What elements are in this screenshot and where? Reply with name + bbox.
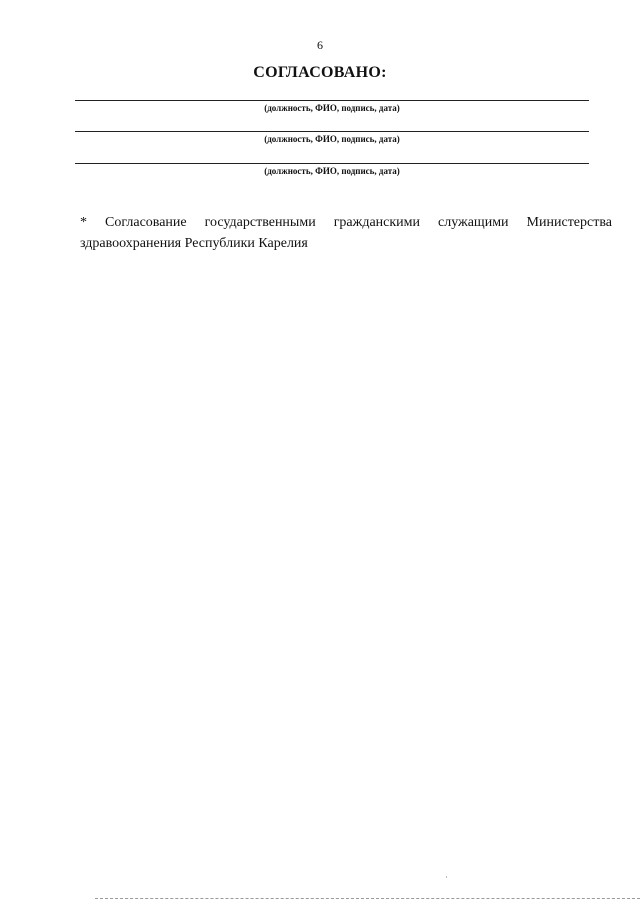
document-title: СОГЛАСОВАНО: xyxy=(253,64,387,81)
scan-speck xyxy=(446,876,447,878)
bottom-scan-line xyxy=(95,898,640,899)
footnote: * Согласование государственными гражданскими служащими Министерства здравоохранения Республики Карелия xyxy=(80,215,612,251)
signature-line-1 xyxy=(75,100,589,101)
signature-line-2 xyxy=(75,131,589,132)
signature-caption-2: (должность, ФИО, подпись, дата) xyxy=(264,134,400,144)
signature-caption-1: (должность, ФИО, подпись, дата) xyxy=(264,103,400,113)
page-number: 6 xyxy=(317,38,323,52)
signature-caption-3: (должность, ФИО, подпись, дата) xyxy=(264,166,400,176)
signature-line-3 xyxy=(75,163,589,164)
